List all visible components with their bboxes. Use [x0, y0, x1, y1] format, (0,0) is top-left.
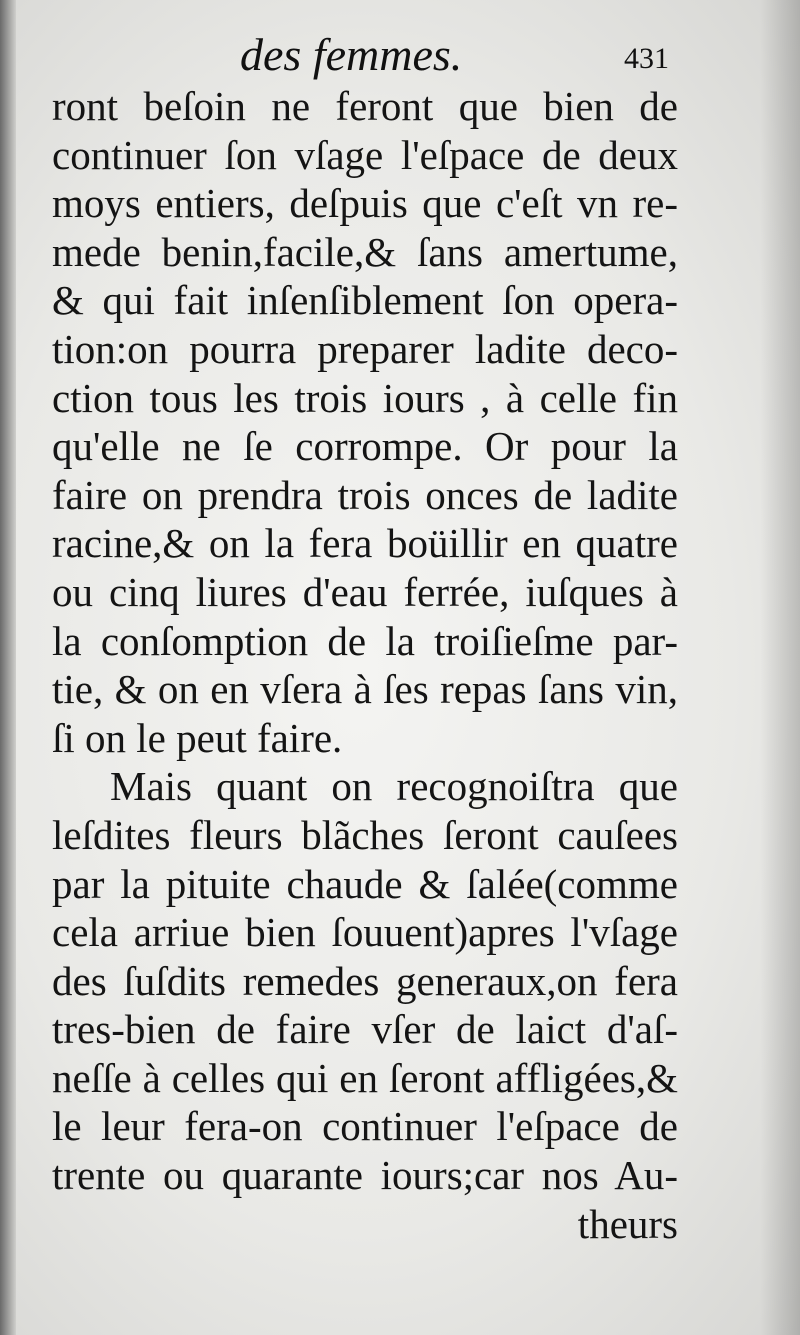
text-line: racine,& on la fera boüillir en quatre: [52, 520, 678, 567]
catchword: theurs: [577, 1200, 678, 1247]
text-line: ront beſoin ne feront que bien de: [52, 83, 678, 129]
page-number: 431: [624, 42, 669, 75]
text-line: & qui fait inſenſiblement ſon opera-: [52, 277, 678, 324]
text-line: le leur fera-on continuer l'eſpace de: [52, 1103, 678, 1150]
text-line: mede benin,facile,& ſans amertume,: [52, 228, 678, 275]
text-line: moys entiers, deſpuis que c'eſt vn re-: [52, 180, 678, 227]
page-edge-shadow: [760, 0, 800, 1335]
text-line: la conſomption de la troiſieſme par-: [52, 617, 678, 664]
text-line: Mais quant on recognoiſtra que: [110, 763, 678, 810]
text-line: des ſuſdits remedes generaux,on fera: [52, 957, 678, 1004]
text-line: leſdites fleurs blãches ſeront cauſees: [52, 811, 678, 858]
page-header: [0, 28, 800, 88]
text-line: cela arriue bien ſouuent)apres l'vſage: [52, 909, 678, 956]
body-text: [52, 82, 678, 1248]
text-line: neſſe à celles qui en ſeront affligées,&: [52, 1054, 678, 1101]
page-gutter-shadow: [0, 0, 16, 1335]
text-line: continuer ſon vſage l'eſpace de deux: [52, 131, 678, 178]
text-line: faire on prendra trois onces de ladite: [52, 471, 678, 518]
running-title: des femmes.: [240, 29, 463, 80]
text-line: trente ou quarante iours;car nos Au-: [52, 1152, 678, 1199]
text-line: tie, & on en vſera à ſes repas ſans vin,: [52, 666, 678, 713]
text-line: ction tous les trois iours , à celle fin: [52, 374, 678, 421]
text-line: tion:on pourra preparer ladite deco-: [52, 325, 678, 372]
text-line: tres-bien de faire vſer de laict d'aſ-: [52, 1006, 678, 1053]
text-line: ou cinq liures d'eau ferrée, iuſques à: [52, 568, 678, 615]
text-line: par la pituite chaude & ſalée(comme: [52, 860, 678, 907]
text-line: qu'elle ne ſe corrompe. Or pour la: [52, 423, 678, 470]
text-line: ſi on le peut faire.: [52, 714, 343, 761]
